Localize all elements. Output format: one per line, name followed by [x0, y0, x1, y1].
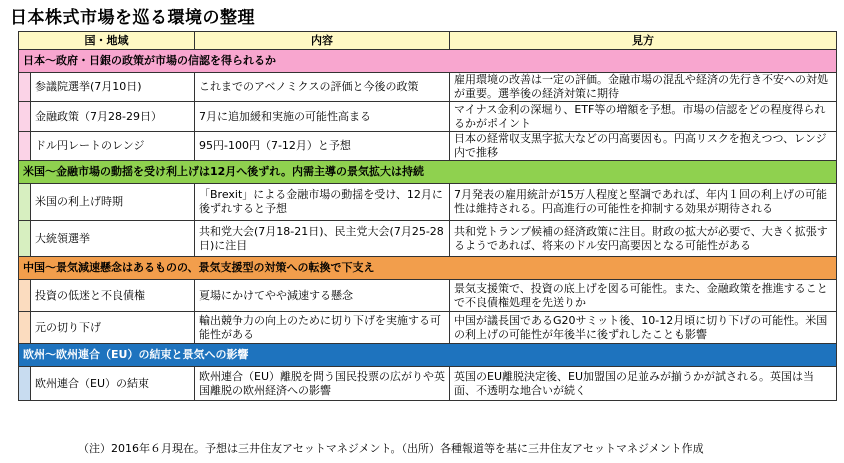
section-title-china: 中国～景気減速懸念はあるものの、景気支援型の対策への転換で下支え: [19, 257, 837, 280]
row-outlook: 日本の経常収支黒字拡大などの円高要因も。円高リスクを抱えつつ、レンジ内で推移: [450, 132, 837, 161]
row-topic: 参議院選挙(7月10日): [31, 73, 195, 102]
section-title-japan: 日本～政府・日銀の政策が市場の信認を得られるか: [19, 50, 837, 73]
table-row: [19, 132, 837, 161]
table-row: [19, 102, 837, 132]
header-region: 国・地域: [19, 32, 195, 50]
header-row: [19, 32, 837, 50]
table-row: [19, 73, 837, 102]
table-row: [19, 280, 837, 312]
row-outlook: 雇用環境の改善は一定の評価。金融市場の混乱や経済の先行き不安への対処が重要。選挙後の経済対策に期待: [450, 73, 837, 102]
section-title-europe: 欧州～欧州連合（EU）の結束と景気への影響: [19, 344, 837, 367]
row-topic: 大統領選挙: [31, 221, 195, 257]
row-content: 7月に追加緩和実施の可能性高まる: [195, 102, 450, 132]
row-topic: 投資の低迷と不良債権: [31, 280, 195, 312]
row-content: 共和党大会(7月18-21日)、民主党大会(7月25-28日)に注目: [195, 221, 450, 257]
row-outlook: 英国のEU離脱決定後、EU加盟国の足並みが揃うかが試される。英国は当面、不透明な地合いが続く: [450, 367, 837, 401]
header-outlook: 見方: [450, 32, 837, 50]
table-row: [19, 367, 837, 401]
row-topic: 金融政策（7月28-29日）: [31, 102, 195, 132]
row-outlook: マイナス金利の深堀り、ETF等の増額を予想。市場の信認をどの程度得られるかがポイント: [450, 102, 837, 132]
section-japan: [19, 50, 837, 73]
row-content: 「Brexit」による金融市場の動揺を受け、12月に後ずれすると予想: [195, 184, 450, 221]
header-content: 内容: [195, 32, 450, 50]
row-outlook: 共和党トランプ候補の経済政策に注目。財政の拡大が必要で、大きく拡張するようであれば、将来のドル安円高要因となる可能性がある: [450, 221, 837, 257]
table-row: [19, 221, 837, 257]
row-content: 欧州連合（EU）離脱を問う国民投票の広がりや英国離脱の欧州経済への影響: [195, 367, 450, 401]
section-europe: [19, 344, 837, 367]
row-outlook: 7月発表の雇用統計が15万人程度と堅調であれば、年内１回の利上げの可能性は維持される。円高進行の可能性を抑制する効果が期待される: [450, 184, 837, 221]
section-china: [19, 257, 837, 280]
row-outlook: 中国が議長国であるG20サミット後、10-12月頃に切り下げの可能性。米国の利上げの可能性が年後半に後ずれしたことも影響: [450, 312, 837, 344]
section-title-usa: 米国～金融市場の動揺を受け利上げは12月へ後ずれ。内需主導の景気拡大は持続: [19, 161, 837, 184]
page-title: 日本株式市場を巡る環境の整理: [10, 8, 255, 28]
row-content: 夏場にかけてやや減速する懸念: [195, 280, 450, 312]
section-usa: [19, 161, 837, 184]
footnote: （注）2016年６月現在。予想は三井住友アセットマネジメント。（出所）各種報道等を基に三井住友アセットマネジメント作成: [78, 442, 704, 455]
row-outlook: 景気支援策で、投資の底上げを図る可能性。また、金融政策を推進することで不良債権処理を先送りか: [450, 280, 837, 312]
table-row: [19, 184, 837, 221]
row-topic: 米国の利上げ時期: [31, 184, 195, 221]
row-topic: ドル円レートのレンジ: [31, 132, 195, 161]
row-topic: 元の切り下げ: [31, 312, 195, 344]
table-row: [19, 312, 837, 344]
market-environment-table: [18, 31, 837, 401]
row-topic: 欧州連合（EU）の結束: [31, 367, 195, 401]
row-content: 輸出競争力の向上のために切り下げを実施する可能性がある: [195, 312, 450, 344]
row-content: 95円-100円（7-12月）と予想: [195, 132, 450, 161]
row-content: これまでのアベノミクスの評価と今後の政策: [195, 73, 450, 102]
